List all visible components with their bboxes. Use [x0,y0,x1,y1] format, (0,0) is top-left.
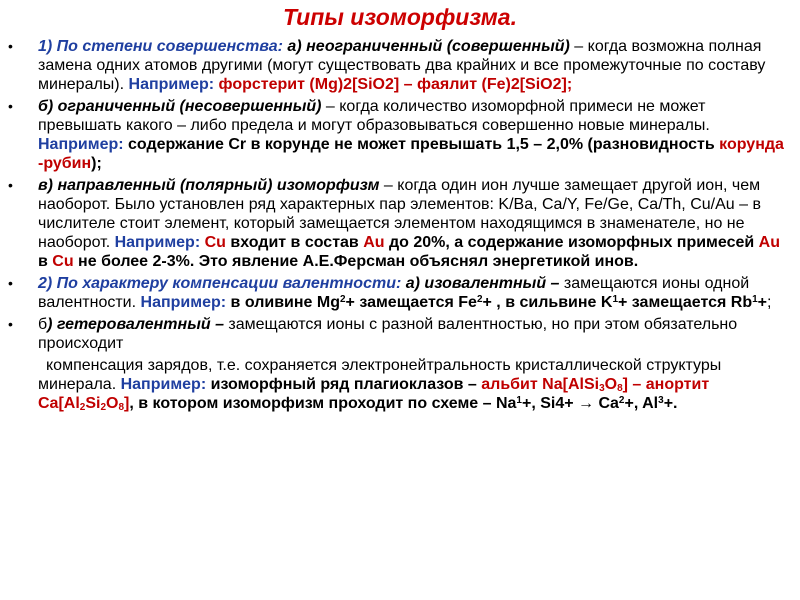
bullet-icon: • [8,38,13,54]
example-scheme: , в котором изоморфизм проходит по схеме – $Na^1+$, $Si4+ \to Ca^2+$, $Al^3+$. [129,395,678,412]
example-text: до 20%, а содержание изоморфных примесей [384,234,759,251]
example-label: Например: [120,376,211,393]
heading-by-valence: 2) По характеру компенсации валентности: [38,275,402,292]
definition-text: компенсация зарядов, т.е. сохраняется электронейтральность кристаллической структуры минерала. [38,357,722,393]
bullet-icon: • [8,177,13,193]
term-limited: б) ограниченный (несовершенный) [38,98,322,115]
example-forsterite-fayalite: форстерит (Mg)2[SiO2] – фаялит (Fe)2[SiO2]; [218,76,573,93]
bullet-icon: • [8,275,13,291]
term-directed: в) направленный (полярный) изоморфизм [38,177,380,194]
bullet-icon: • [8,98,13,114]
paragraph-degree-of-perfection [8,37,792,94]
paragraph-valence-compensation [8,274,792,312]
example-olivine: в оливине $Mg^2+$ замещается $Fe^2+$ , в сильвине $K^1+$ замещается $Rb^1+$ [230,294,767,311]
element-cu: Cu [204,234,226,251]
example-text: в [38,253,53,270]
definition-text: замещаются ионы с разной валентностью, но при этом обязательно происходит [38,316,738,352]
example-text: изоморфный ряд плагиоклазов – [210,376,482,393]
element-cu: Cu [52,253,74,270]
paragraph-heterovalent-continued [8,356,792,413]
slide-content [8,37,792,413]
paragraph-limited [8,97,792,173]
definition-text: замещаются ионы одной валентности. [38,275,750,311]
definition-text: – когда количество изоморфной примеси не может превышать какого – либо предела и могут образовываться совершенно новые минералы. [38,98,710,134]
term-isovalent: а) изовалентный – [401,275,560,292]
element-au: Au [363,234,385,251]
example-label: Например: [128,76,219,93]
example-label: Например: [114,234,205,251]
term-heterovalent: ) гетеровалентный – [47,316,224,333]
semicolon: ; [767,294,772,311]
example-ruby: корунда -рубин [38,136,784,172]
paragraph-directed [8,176,792,271]
slide-title: Типы изоморфизма. [283,4,517,30]
example-text: не более 2-3%. Это явление А.Е.Ферсман объяснял энергетикой инов. [73,253,639,270]
example-label: Например: [38,136,129,153]
letter-b: б [38,316,48,333]
bullet-icon: • [8,316,13,332]
example-albite-anorthite: альбит $Na[AlSi_3O_8]$ – анортит $Ca[Al_2Si_2O_8]$ [38,376,710,413]
heading-by-degree: 1) По степени совершенства: [38,38,283,55]
example-label: Например: [140,294,231,311]
example-text-end: ); [91,155,102,172]
term-unlimited: а) неограниченный (совершенный) [282,38,570,55]
element-au: Au [758,234,780,251]
example-text: содержание Cr в корунде не может превышать 1,5 – 2,0% (разновидность [128,136,720,153]
example-text: входит в состав [225,234,364,251]
definition-text: – когда возможна полная замена одних атомов другими (могут существовать два крайних и все промежуточные по составу минералы). [38,38,766,93]
paragraph-heterovalent [8,315,792,353]
definition-text: – когда один ион лучше замещает другой ион, чем наоборот. Было установлен ряд характерных пар элементов: K/Ba, Ca/Y, Fe/Ge, Ca/Th, Cu/Au – в числителе стоит элемент, который замещается элементом находящимся в знаменателе, но не наоборот. [38,177,761,251]
